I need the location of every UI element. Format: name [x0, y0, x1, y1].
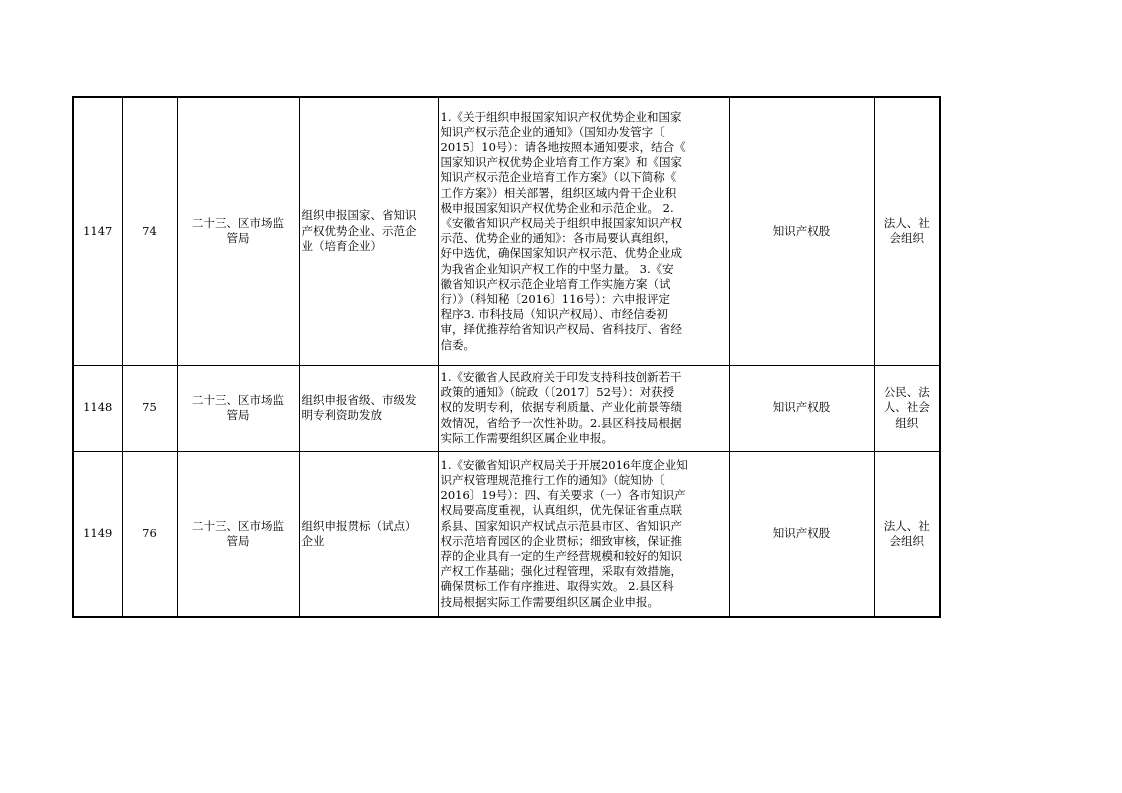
department-cell: 二十三、区市场监 管局 — [177, 97, 299, 365]
item-name-cell: 组织申报国家、省知识 产权优势企业、示范企 业（培育企业） — [299, 97, 438, 365]
target-cell: 法人、社 会组织 — [874, 97, 940, 365]
legal-basis-cell: 1.《安徽省知识产权局关于开展2016年度企业知 识产权管理规范推行工作的通知》（皖知协〔 2016〕19号）：四、有关要求（一）各市知识产 权局要高度重视，认真组织，优先保证省重点联 系县、国家知识产权试点示范县市区、省知识产 权示范培育园区的企业贯标；细致审核，保证推 荐的企业具有一定的生产经营规模和较好的知识 产权工作基础；强化过程管理，采取有效措施， 确保贯标工作有序推进、取得实效。 2.县区科 技局根据实际工作需要组织区属企业申报。 — [438, 451, 729, 617]
responsible-office-cell: 知识产权股 — [729, 365, 874, 451]
row-sequence: 76 — [122, 451, 177, 617]
row-sequence: 74 — [122, 97, 177, 365]
row-number: 1149 — [73, 451, 122, 617]
matters-table — [72, 96, 941, 618]
row-sequence: 75 — [122, 365, 177, 451]
table-row — [73, 451, 940, 617]
department-cell: 二十三、区市场监 管局 — [177, 451, 299, 617]
item-name-cell: 组织申报贯标（试点） 企业 — [299, 451, 438, 617]
item-name-cell: 组织申报省级、市级发 明专利资助发放 — [299, 365, 438, 451]
table-row — [73, 365, 940, 451]
target-cell: 法人、社 会组织 — [874, 451, 940, 617]
target-cell: 公民、法 人、社会 组织 — [874, 365, 940, 451]
row-number: 1148 — [73, 365, 122, 451]
legal-basis-cell: 1.《安徽省人民政府关于印发支持科技创新若干 政策的通知》（皖政（〔2017〕52号）：对获授 权的发明专利，依据专利质量、产业化前景等绩 效情况，省给予一次性补助。2.县区科技局根据 实际工作需要组织区属企业申报。 — [438, 365, 729, 451]
responsible-office-cell: 知识产权股 — [729, 97, 874, 365]
row-number: 1147 — [73, 97, 122, 365]
responsible-office-cell: 知识产权股 — [729, 451, 874, 617]
department-cell: 二十三、区市场监 管局 — [177, 365, 299, 451]
table-row — [73, 97, 940, 365]
legal-basis-cell: 1.《关于组织申报国家知识产权优势企业和国家 知识产权示范企业的通知》（国知办发管字〔 2015〕10号）：请各地按照本通知要求，结合《 国家知识产权优势企业培育工作方案》和《国家 知识产权示范企业培育工作方案》（以下简称《 工作方案》）相关部署，组织区域内骨干企业积 极申报国家知识产权优势企业和示范企业。 2. 《安徽省知识产权局关于组织申报国家知识产权 示范、优势企业的通知》：各市局要认真组织， 好中选优，确保国家知识产权示范、优势企业成 为我省企业知识产权工作的中坚力量。 3.《安 徽省知识产权示范企业培育工作实施方案（试 行）》（科知秘〔2016〕116号）：六申报评定 程序3. 市科技局（知识产权局）、市经信委初 审，择优推荐给省知识产权局、省科技厅、省经 信委。 — [438, 97, 729, 365]
